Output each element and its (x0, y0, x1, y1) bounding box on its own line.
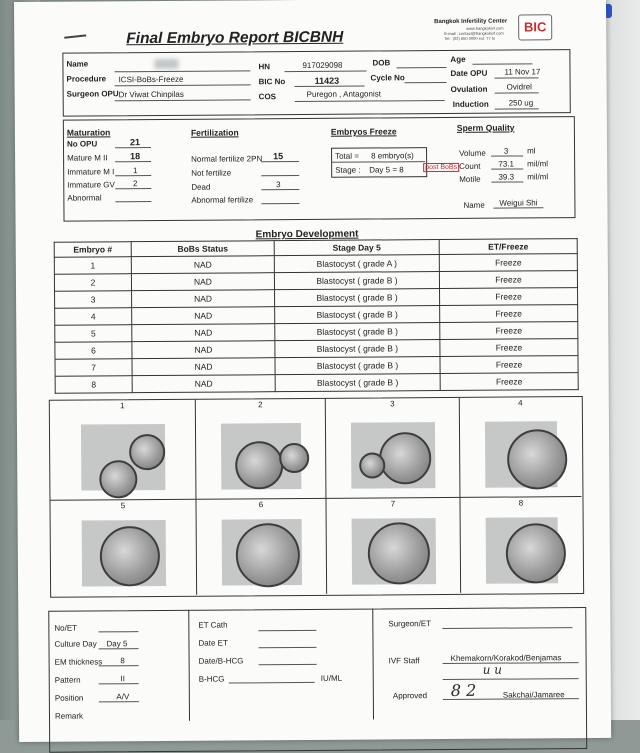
bobs-status-cell: NAD (132, 324, 275, 342)
col-embryo-header: Embryo # (54, 242, 131, 258)
volume-value: 3 (503, 146, 509, 156)
embryo-cell-shape (368, 522, 430, 584)
embryo-number-cell: 3 (55, 291, 132, 309)
clinic-logo: BIC (518, 14, 552, 40)
sperm-name-value: Weigui Shi (499, 198, 538, 208)
embryo-micrograph (485, 421, 557, 488)
motile-label: Motile (459, 174, 481, 184)
surgeon-et-label: Surgeon/ET (388, 619, 432, 629)
surgeon-opu-label: Surgeon OPU (66, 89, 119, 99)
dead-value: 3 (276, 180, 281, 190)
embryo-cell-shape (379, 432, 431, 484)
embryo-photo-cell (460, 397, 582, 498)
approved-signature: 8 2 (450, 680, 477, 700)
maturation-title: Maturation (66, 127, 111, 138)
ivf-staff-value: Khemakorn/Korakod/Benjamas (450, 653, 562, 663)
embryo-number-cell: 1 (54, 257, 131, 275)
stage-day-cell: Blastocyst ( grade B ) (275, 357, 440, 375)
clinic-web: www.bangkokivf.com (466, 25, 504, 31)
redacted-name (154, 59, 178, 69)
sperm-quality-title: Sperm Quality (456, 122, 515, 133)
bobs-status-cell: NAD (132, 290, 275, 308)
et-freeze-cell: Freeze (440, 373, 578, 391)
sperm-name-label: Name (463, 200, 485, 210)
name-label: Name (66, 59, 89, 69)
embryo-micrograph (82, 520, 166, 587)
culture-day-value: Day 5 (106, 639, 128, 649)
stage-day-cell: Blastocyst ( grade B ) (275, 323, 440, 341)
approved-names: Sakchai/Jamaree (502, 690, 565, 700)
embryo-photo-label: 1 (120, 401, 125, 411)
immature-mi-value: 1 (132, 166, 138, 176)
embryo-development-table (54, 238, 579, 394)
hn-label: HN (258, 62, 271, 72)
surgeon-opu-value: Dr Viwat Chinpilas (118, 89, 184, 100)
not-fertilize-label: Not fertilize (191, 168, 232, 178)
embryo-photo-label: 7 (390, 499, 396, 509)
et-freeze-cell: Freeze (440, 288, 578, 306)
mature-label: Mature M II (67, 153, 108, 163)
embryo-photo-label: 2 (258, 400, 263, 410)
report-title: Final Embryo Report BICBNH (126, 28, 344, 48)
embryo-photo-grid (49, 396, 584, 598)
embryo-number-cell: 2 (54, 274, 131, 292)
no-et-label: No/ET (54, 623, 78, 633)
embryo-micrograph (221, 423, 301, 490)
clinic-email: E-mail : contact@bangkokivf.com (444, 30, 504, 36)
embryo-photo-cell (196, 399, 327, 500)
ivf-staff-label: IVF Staff (388, 656, 420, 666)
stage-value: Day 5 = 8 (369, 165, 404, 175)
embryo-photo-label: 5 (120, 501, 126, 511)
bobs-status-cell: NAD (131, 256, 274, 274)
embryo-number-cell: 6 (55, 342, 132, 360)
col-et-freeze-header: ET/Freeze (439, 239, 577, 255)
dob-label: DOB (372, 58, 391, 68)
date-bhcg-label: Date/B-HCG (198, 656, 244, 666)
mature-value: 18 (130, 151, 141, 162)
table-row (55, 373, 578, 394)
stage-day-cell: Blastocyst ( grade A ) (274, 255, 439, 273)
embryo-micrograph (81, 424, 165, 491)
pattern-label: Pattern (54, 675, 81, 685)
embryo-photo-label: 8 (518, 498, 524, 508)
embryo-photo-label: 4 (518, 398, 523, 408)
clinic-name: Bangkok Infertility Center (434, 18, 508, 26)
culture-day-label: Culture Day (54, 639, 97, 649)
embryo-micrograph (486, 517, 558, 584)
bobs-status-cell: NAD (132, 358, 275, 376)
col-bobs-header: BoBs Status (131, 241, 274, 257)
staff-initials-signature: u u (482, 662, 503, 677)
bhcg-label: B-HCG (198, 674, 225, 684)
embryo-micrograph (351, 422, 435, 489)
dead-label: Dead (191, 182, 211, 192)
normal-fertilize-value: 15 (273, 151, 284, 162)
embryo-cell-shape (279, 443, 309, 473)
embryo-photo-label: 6 (258, 500, 264, 510)
stage-day-cell: Blastocyst ( grade B ) (275, 306, 440, 324)
no-opu-value: 21 (129, 137, 141, 148)
pattern-value: II (120, 674, 125, 684)
count-value: 73.1 (498, 159, 514, 169)
stage-label: Stage : (335, 165, 361, 175)
embryo-photo-cell (196, 499, 327, 595)
embryo-cell-shape (100, 526, 160, 586)
bhcg-unit: IU/ML (320, 673, 343, 683)
embryos-freeze-title: Embryos Freeze (330, 126, 397, 137)
fertilization-title: Fertilization (190, 127, 239, 138)
embryo-development-title: Embryo Development (255, 228, 359, 241)
pen-mark (64, 34, 86, 38)
induction-value: 250 ug (508, 98, 534, 108)
em-thickness-label: EM thickness (54, 657, 103, 667)
et-cath-label: ET Cath (198, 620, 228, 630)
induction-label: Induction (452, 99, 489, 109)
embryo-photo-label: 3 (390, 399, 395, 409)
embryo-photo-cell (460, 497, 582, 593)
cos-value: Puregon , Antagonist (306, 89, 381, 99)
immature-gv-label: Immature GV (67, 180, 115, 190)
bic-no-value: 11423 (314, 75, 340, 86)
report-paper (14, 0, 611, 742)
immature-mi-label: Immature M I (67, 167, 115, 177)
age-label: Age (450, 54, 466, 64)
bic-no-label: BIC No (258, 77, 286, 87)
et-freeze-cell: Freeze (439, 254, 577, 272)
embryo-cell-shape (99, 460, 137, 498)
et-freeze-cell: Freeze (440, 356, 578, 374)
count-label: Count (459, 161, 481, 171)
position-value: A/V (116, 692, 130, 702)
bobs-status-cell: NAD (132, 307, 275, 325)
total-value: 8 embryo(s) (371, 151, 414, 161)
approved-label: Approved (392, 691, 428, 701)
stage-day-cell: Blastocyst ( grade B ) (275, 289, 440, 307)
embryo-photo-cell (326, 498, 461, 594)
volume-label: Volume (459, 148, 486, 158)
hn-value: 917029098 (302, 60, 343, 70)
embryo-micrograph (352, 518, 436, 585)
embryo-micrograph (222, 519, 302, 586)
embryo-number-cell: 7 (55, 359, 132, 377)
et-freeze-cell: Freeze (439, 271, 577, 289)
embryo-photo-cell (326, 398, 461, 499)
volume-unit: ml (527, 146, 536, 156)
cycle-no-label: Cycle No (370, 73, 405, 83)
procedure-label: Procedure (66, 74, 107, 84)
ovulation-label: Ovulation (450, 84, 488, 94)
embryo-cell-shape (507, 429, 567, 489)
embryo-photo-cell (50, 400, 197, 501)
em-thickness-value: 8 (120, 656, 125, 666)
et-freeze-cell: Freeze (440, 322, 578, 340)
motile-unit: mil/ml (527, 172, 549, 182)
embryo-cell-shape (236, 523, 300, 587)
embryo-photo-cell (50, 500, 197, 596)
embryo-cell-shape (506, 523, 566, 583)
embryo-cell-shape (235, 441, 283, 489)
cos-label: COS (258, 92, 277, 102)
ovulation-value: Ovidrel (506, 82, 532, 92)
stage-day-cell: Blastocyst ( grade B ) (275, 340, 440, 358)
stage-day-cell: Blastocyst ( grade B ) (274, 272, 439, 290)
stage-day-cell: Blastocyst ( grade B ) (275, 374, 440, 392)
count-unit: mil/ml (527, 159, 549, 169)
clinic-tel: Tel : (02) 650 0000 ext. 77 to (444, 35, 496, 41)
post-bobs-tag: post BoBs (423, 163, 459, 172)
embryo-number-cell: 5 (55, 325, 132, 343)
col-stage-header: Stage Day 5 (274, 240, 439, 256)
date-opu-value: 11 Nov 17 (504, 67, 541, 77)
position-label: Position (54, 693, 84, 703)
no-opu-label: No OPU (66, 139, 98, 149)
abnormal-label: Abnormal (67, 193, 102, 203)
embryo-number-cell: 8 (55, 376, 132, 394)
abnormal-fertilize-label: Abnormal fertilize (191, 195, 254, 205)
normal-fertilize-label: Normal fertilize 2PN (191, 154, 263, 164)
embryo-cell-shape (359, 452, 385, 478)
bobs-status-cell: NAD (131, 273, 274, 291)
procedure-value: ICSI-BoBs-Freeze (118, 74, 184, 85)
motile-value: 39.3 (498, 172, 515, 182)
date-et-label: Date ET (198, 638, 228, 648)
total-label: Total = (335, 151, 359, 161)
table-body (54, 254, 578, 394)
embryo-cell-shape (129, 434, 165, 470)
et-freeze-cell: Freeze (440, 305, 578, 323)
date-opu-label: Date OPU (450, 68, 488, 78)
remark-label: Remark (54, 711, 84, 721)
bobs-status-cell: NAD (132, 341, 275, 359)
bobs-status-cell: NAD (132, 375, 275, 393)
immature-gv-value: 2 (133, 179, 138, 189)
embryo-number-cell: 4 (55, 308, 132, 326)
et-freeze-cell: Freeze (440, 339, 578, 357)
